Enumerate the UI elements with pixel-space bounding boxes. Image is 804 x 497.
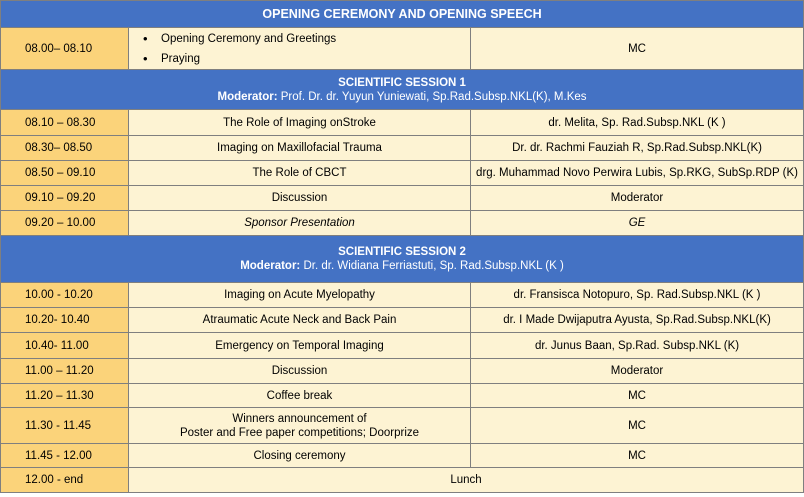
speaker-cell: Moderator: [471, 359, 804, 384]
session2-header-row: [1, 236, 804, 283]
speaker-cell: dr. Melita, Sp. Rad.Subsp.NKL (K ): [471, 110, 804, 136]
table-row: [1, 136, 804, 161]
table-row: [1, 110, 804, 136]
table-row: [1, 333, 804, 359]
topic-cell: The Role of Imaging onStroke: [129, 110, 471, 136]
table-row: [1, 444, 804, 468]
topic-cell: The Role of CBCT: [129, 161, 471, 186]
table-row: [1, 161, 804, 186]
session2-moderator: [5, 259, 799, 273]
time-cell: 10.00 - 10.20: [1, 283, 129, 308]
time-cell: 12.00 - end: [1, 468, 129, 493]
session1-header-row: [1, 70, 804, 110]
list-item: • Praying: [161, 49, 466, 69]
moderator-label: Moderator:: [217, 90, 278, 103]
speaker-cell: MC: [471, 28, 804, 70]
topic-cell: Discussion: [129, 186, 471, 211]
topic-cell: [129, 28, 471, 70]
speaker-cell: MC: [471, 444, 804, 468]
table-row: [1, 408, 804, 444]
speaker-cell: MC: [471, 384, 804, 408]
topic-cell: [129, 408, 471, 444]
time-cell: 11.45 - 12.00: [1, 444, 129, 468]
table-row: [1, 186, 804, 211]
session2-title: SCIENTIFIC SESSION 2: [338, 246, 466, 258]
moderator-name: Dr. dr. Widiana Ferriastuti, Sp. Rad.Subsp.NKL (K ): [303, 260, 564, 272]
table-row: [1, 359, 804, 384]
speaker-cell: drg. Muhammad Novo Perwira Lubis, Sp.RKG, SubSp.RDP (K): [471, 161, 804, 186]
time-cell: 11.30 - 11.45: [1, 408, 129, 444]
table-row: [1, 468, 804, 493]
opening-row: [1, 28, 804, 70]
speaker-cell: dr. Junus Baan, Sp.Rad. Subsp.NKL (K): [471, 333, 804, 359]
table-row: [1, 211, 804, 236]
topic-cell: Emergency on Temporal Imaging: [129, 333, 471, 359]
time-cell: 09.10 – 09.20: [1, 186, 129, 211]
topic-cell: Closing ceremony: [129, 444, 471, 468]
lunch-cell: Lunch: [129, 468, 804, 493]
time-cell: 09.20 – 10.00: [1, 211, 129, 236]
table-row: [1, 384, 804, 408]
topic-cell: Coffee break: [129, 384, 471, 408]
table-row: [1, 308, 804, 333]
time-cell: 08.50 – 09.10: [1, 161, 129, 186]
session1-title: SCIENTIFIC SESSION 1: [338, 76, 466, 89]
winners-line-2: Poster and Free paper competitions; Doorprize: [179, 426, 420, 439]
speaker-cell: GE: [471, 211, 804, 236]
time-cell: 08.10 – 08.30: [1, 110, 129, 136]
opening-items-list: [133, 29, 466, 69]
session1-moderator: [5, 90, 799, 104]
topic-cell: Imaging on Acute Myelopathy: [129, 283, 471, 308]
time-cell: 08.00– 08.10: [1, 28, 129, 70]
moderator-name: Prof. Dr. dr. Yuyun Yuniewati, Sp.Rad.Subsp.NKL(K), M.Kes: [280, 90, 587, 103]
topic-cell: Discussion: [129, 359, 471, 384]
time-cell: 08.30– 08.50: [1, 136, 129, 161]
speaker-cell: MC: [471, 408, 804, 444]
moderator-label: Moderator:: [240, 260, 301, 272]
topic-cell: Atraumatic Acute Neck and Back Pain: [129, 308, 471, 333]
opening-header: OPENING CEREMONY AND OPENING SPEECH: [1, 1, 804, 28]
topic-cell: Sponsor Presentation: [129, 211, 471, 236]
winners-line-1: Winners announcement of: [232, 412, 367, 425]
session2-header: [1, 236, 804, 283]
time-cell: 11.20 – 11.30: [1, 384, 129, 408]
opening-header-row: [1, 1, 804, 28]
speaker-cell: Moderator: [471, 186, 804, 211]
time-cell: 10.40- 11.00: [1, 333, 129, 359]
time-cell: 11.00 – 11.20: [1, 359, 129, 384]
topic-cell: Imaging on Maxillofacial Trauma: [129, 136, 471, 161]
speaker-cell: dr. I Made Dwijaputra Ayusta, Sp.Rad.Subsp.NKL(K): [471, 308, 804, 333]
table-row: [1, 283, 804, 308]
speaker-cell: dr. Fransisca Notopuro, Sp. Rad.Subsp.NKL (K ): [471, 283, 804, 308]
session1-header: [1, 70, 804, 110]
list-item: • Opening Ceremony and Greetings: [161, 29, 466, 49]
time-cell: 10.20- 10.40: [1, 308, 129, 333]
speaker-cell: Dr. dr. Rachmi Fauziah R, Sp.Rad.Subsp.NKL(K): [471, 136, 804, 161]
